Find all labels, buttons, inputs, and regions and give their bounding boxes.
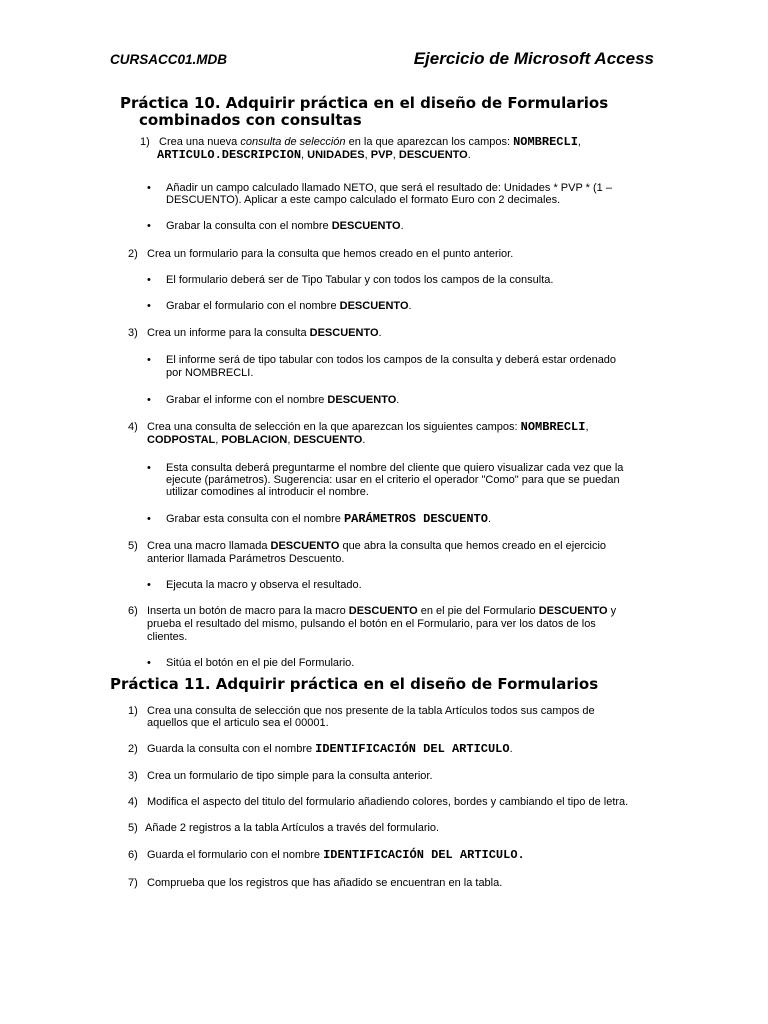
- bullet-icon: •: [147, 394, 151, 406]
- p11-item1-line2: aquellos que el articulo sea el 00001.: [147, 717, 329, 729]
- text: Grabar la consulta con el nombre: [166, 220, 332, 232]
- field-name: DESCUENTO: [293, 434, 363, 446]
- text: Grabar el informe con el nombre: [166, 394, 328, 406]
- bullet-icon: •: [147, 274, 151, 286]
- bullet-icon: •: [147, 300, 151, 312]
- practica10-title-line2: combinados con consultas: [139, 111, 362, 129]
- text: ,: [364, 149, 371, 161]
- text: Guarda el formulario con el nombre: [147, 849, 324, 861]
- p11-item1-number: 1): [128, 705, 138, 717]
- p11-item3-number: 3): [128, 770, 138, 782]
- text: Inserta un botón de macro para la macro: [147, 605, 349, 617]
- text: .: [487, 513, 492, 525]
- p10-item6-line2: prueba el resultado del mismo, pulsando el botón en el Formulario, para ver los datos de los: [147, 618, 596, 630]
- p10-item2-bullet1: El formulario deberá ser de Tipo Tabular y con todos los campos de la consulta.: [166, 274, 554, 286]
- p10-item3-text: [147, 327, 382, 339]
- p10-item6-number: 6): [128, 605, 138, 617]
- text: en el pie del Formulario: [417, 605, 539, 617]
- p10-item6-bullet1: Sitúa el botón en el pie del Formulario.: [166, 657, 355, 669]
- bullet-icon: •: [147, 579, 151, 591]
- bullet-icon: •: [147, 354, 151, 366]
- p11-item3-text: Crea un formulario de tipo simple para la consulta anterior.: [147, 770, 433, 782]
- p10-item1-line1: [159, 136, 581, 148]
- field-name: POBLACION: [221, 434, 288, 446]
- p10-item4-line2: [147, 434, 365, 446]
- p11-item7-text: Comprueba que los registros que has añadido se encuentran en la tabla.: [147, 877, 503, 889]
- field-name: PVP: [370, 149, 393, 161]
- p10-item4-number: 4): [128, 421, 138, 433]
- p10-item5-number: 5): [128, 540, 138, 552]
- practica10-title: [120, 95, 680, 129]
- object-name: DESCUENTO: [331, 220, 401, 232]
- object-name: DESCUENTO: [538, 605, 608, 617]
- p10-item5-line1: [147, 540, 606, 552]
- text: ,: [215, 434, 222, 446]
- object-name: DESCUENTO: [309, 327, 379, 339]
- p10-item1-bullet1-line2: DESCUENTO). Aplicar a este campo calculado el formato Euro con 2 decimales.: [166, 194, 561, 206]
- field-name: DESCUENTO: [398, 149, 468, 161]
- field-name: ARTICULO.DESCRIPCION: [157, 148, 302, 162]
- document-title: Ejercicio de Microsoft Access: [413, 49, 654, 68]
- p11-item5-text: Añade 2 registros a la tabla Artículos a través del formulario.: [145, 822, 440, 834]
- object-name: DESCUENTO: [270, 540, 340, 552]
- text: ,: [577, 136, 581, 148]
- field-name: UNIDADES: [307, 149, 365, 161]
- field-name: CODPOSTAL: [147, 434, 216, 446]
- text: Crea una macro llamada: [147, 540, 271, 552]
- p11-item4-number: 4): [128, 796, 138, 808]
- p10-item2-bullet2: [166, 300, 412, 312]
- text: .: [467, 149, 471, 161]
- text: Guarda la consulta con el nombre: [147, 743, 316, 755]
- text: .: [509, 743, 513, 755]
- field-name: NOMBRECLI: [520, 420, 586, 434]
- text: y: [607, 605, 617, 617]
- text: Crea un informe para la consulta: [147, 327, 310, 339]
- p11-item2-text: [147, 743, 513, 755]
- object-name: IDENTIFICACIÓN DEL ARTICULO.: [323, 848, 525, 862]
- text-italic: consulta de selección: [240, 136, 346, 148]
- text: en la que aparezcan los campos:: [345, 136, 514, 148]
- file-name: CURSACC01.MDB: [110, 52, 228, 67]
- p10-item1-bullet2: [166, 220, 404, 232]
- p10-item4-bullet2: [166, 513, 491, 525]
- p11-item6-number: 6): [128, 849, 138, 861]
- p11-item2-number: 2): [128, 743, 138, 755]
- p10-item5-bullet1: Ejecuta la macro y observa el resultado.: [166, 579, 362, 591]
- object-name: DESCUENTO: [327, 394, 397, 406]
- text: .: [400, 220, 404, 232]
- text: Grabar el formulario con el nombre: [166, 300, 340, 312]
- p10-item6-line3: clientes.: [147, 631, 188, 643]
- bullet-icon: •: [147, 220, 151, 232]
- p10-item4-bullet1-line3: utilizar comodines al introducir el nombre.: [166, 486, 369, 498]
- p10-item3-bullet1-line2: por NOMBRECLI.: [166, 367, 254, 379]
- bullet-icon: •: [147, 657, 151, 669]
- p10-item3-number: 3): [128, 327, 138, 339]
- object-name: DESCUENTO: [339, 300, 409, 312]
- bullet-icon: •: [147, 462, 151, 474]
- field-name: NOMBRECLI: [513, 135, 578, 149]
- p10-item1-bullet1-line1: Añadir un campo calculado llamado NETO, que será el resultado de: Unidades * PVP * (1 –: [166, 182, 612, 194]
- p10-item1-line2: [157, 149, 471, 161]
- p10-item2-number: 2): [128, 248, 138, 260]
- text: ,: [287, 434, 294, 446]
- text: Grabar esta consulta con el nombre: [166, 513, 344, 525]
- practica11-title: Práctica 11. Adquirir práctica en el diseño de Formularios: [110, 675, 599, 693]
- object-name: DESCUENTO: [348, 605, 418, 617]
- bullet-icon: •: [147, 513, 151, 525]
- p11-item7-number: 7): [128, 877, 138, 889]
- practica10-title-line1: Práctica 10. Adquirir práctica en el diseño de Formularios: [120, 94, 609, 112]
- text: .: [362, 434, 366, 446]
- text: Crea una consulta de selección en la que aparezcan los siguientes campos:: [147, 421, 521, 433]
- text: que abra la consulta que hemos creado en el ejercicio: [339, 540, 607, 552]
- p10-item1-number: 1): [140, 136, 150, 148]
- p11-item4-text: Modifica el aspecto del titulo del formulario añadiendo colores, bordes y cambiando el tipo de letra.: [147, 796, 629, 808]
- text: Crea una nueva: [159, 136, 241, 148]
- object-name: PARÁMETROS DESCUENTO: [343, 512, 488, 526]
- p11-item5-number: 5): [128, 822, 138, 834]
- text: .: [378, 327, 382, 339]
- text: ,: [301, 149, 308, 161]
- text: ,: [392, 149, 399, 161]
- object-name: IDENTIFICACIÓN DEL ARTICULO: [315, 742, 510, 756]
- p11-item1-line1: Crea una consulta de selección que nos presente de la tabla Artículos todos sus campos de: [147, 705, 595, 717]
- text: .: [396, 394, 400, 406]
- text: ,: [585, 421, 589, 433]
- bullet-icon: •: [147, 182, 151, 194]
- p10-item5-line2: anterior llamada Parámetros Descuento.: [147, 553, 345, 565]
- p11-item6-text: [147, 849, 525, 861]
- p10-item2-text: Crea un formulario para la consulta que hemos creado en el punto anterior.: [147, 248, 514, 260]
- p10-item3-bullet2: [166, 394, 399, 406]
- p10-item4-bullet1-line1: Esta consulta deberá preguntarme el nombre del cliente que quiero visualizar cada vez que la: [166, 462, 624, 474]
- text: .: [408, 300, 412, 312]
- p10-item6-line1: [147, 605, 616, 617]
- p10-item4-bullet1-line2: ejecute (parámetros). Sugerencia: usar en el criterio el operador "Como" para que se puedan: [166, 474, 620, 486]
- p10-item3-bullet1-line1: El informe será de tipo tabular con todos los campos de la consulta y deberá estar ordenado: [166, 354, 617, 366]
- p10-item4-line1: [147, 421, 589, 433]
